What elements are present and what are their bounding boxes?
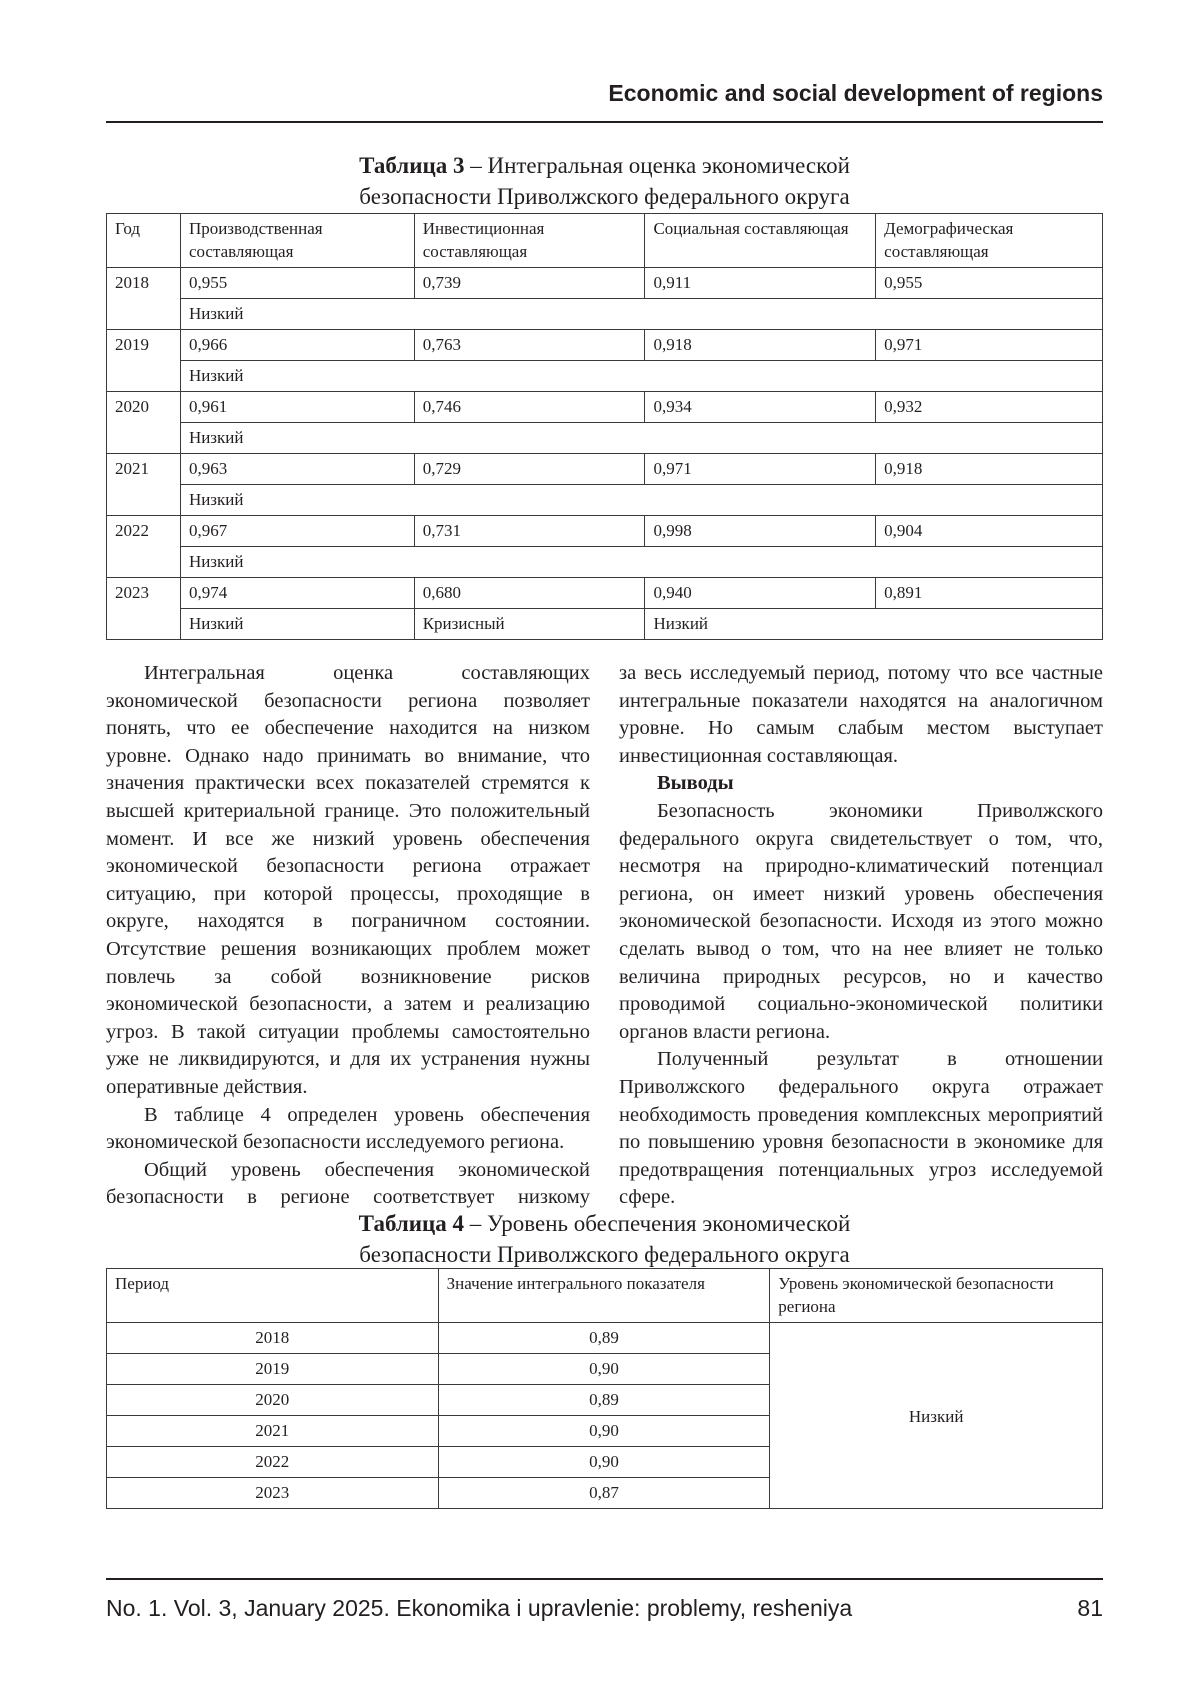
- value-cell: 0,998: [645, 516, 876, 547]
- value-cell: 0,729: [414, 454, 645, 485]
- running-head: Economic and social development of regions: [608, 80, 1103, 106]
- table4-caption-line1: Таблица 4 – Уровень обеспечения экономической: [358, 1211, 851, 1236]
- body-paragraph: Полученный результат в отношении Приволжского федерального округа отражает необходимость проведения комплексных мероприятий по повышению уровня безопасности в экономике для предотвращения потенциальных угроз исследуемой сфере.: [619, 1048, 1103, 1209]
- value-cell: 0,731: [414, 516, 645, 547]
- table-row-level: [107, 299, 1103, 330]
- table-row: [107, 330, 1103, 361]
- page-number: 81: [1077, 1595, 1103, 1621]
- table3-caption-line2: безопасности Приволжского федерального округа: [359, 184, 850, 209]
- table-row: [107, 454, 1103, 485]
- value-cell: 0,746: [414, 392, 645, 423]
- table4-caption-label: Таблица 4: [358, 1211, 465, 1236]
- table4-caption-line2: безопасности Приволжского федерального округа: [359, 1242, 850, 1267]
- value-cell: 0,904: [876, 516, 1103, 547]
- table3-header-year: Год: [107, 214, 181, 268]
- value-cell: 0,932: [876, 392, 1103, 423]
- period-cell: 2019: [107, 1354, 439, 1385]
- table3: [106, 213, 1103, 640]
- level-cell: Низкий: [180, 423, 1102, 454]
- header-rule: [106, 121, 1103, 123]
- level-cell: Низкий: [180, 547, 1102, 578]
- value-cell: 0,763: [414, 330, 645, 361]
- table3-header-production: Производственная составляющая: [180, 214, 414, 268]
- table-row-level: [107, 547, 1103, 578]
- table-row: [107, 1323, 1103, 1354]
- table3-caption-line1: Таблица 3 – Интегральная оценка экономической: [359, 153, 850, 178]
- section-heading-conclusions: Выводы: [657, 772, 734, 795]
- year-cell: 2018: [107, 268, 181, 330]
- year-cell: 2020: [107, 392, 181, 454]
- level-cell: Низкий: [770, 1323, 1103, 1509]
- level-cell: Низкий: [180, 361, 1102, 392]
- value-cell: 0,918: [645, 330, 876, 361]
- body-paragraph: Интегральная оценка составляющих экономической безопасности региона позволяет понять, что ее обеспечение находится на низком уровне. Однако надо принимать во внимание, что значения практически всех показателей стремятся к высшей критериальной границе. Это положительный момент. И все же низкий уровень обеспечения экономической безопасности региона отражает ситуацию, при которой процессы, проходящие в округе, находятся в пограничном состоянии. Отсутствие решения возникающих проблем может повлечь за собой возникновение рисков экономической безопасности, а затем и реализацию угроз. В такой ситуации проблемы самостоятельно уже не ликвидируются, и для их устранения нужны оперативные действия.: [106, 662, 590, 1098]
- value-cell: 0,955: [180, 268, 414, 299]
- table-row: [107, 516, 1103, 547]
- table3-header-social: Социальная составляющая: [645, 214, 876, 268]
- value-cell: 0,911: [645, 268, 876, 299]
- table4-header-level: Уровень экономической безопасности региона: [770, 1269, 1103, 1323]
- table4: [106, 1268, 1103, 1509]
- table-row: [107, 392, 1103, 423]
- year-cell: 2023: [107, 578, 181, 640]
- period-cell: 2020: [107, 1385, 439, 1416]
- table-row: [107, 578, 1103, 609]
- table4-header-row: [107, 1269, 1103, 1323]
- level-cell: Кризисный: [414, 609, 645, 640]
- year-cell: 2021: [107, 454, 181, 516]
- body-paragraph: Общий уровень обеспечения экономической безопасности в регионе соответствует низкому: [106, 1158, 590, 1209]
- table3-caption: [106, 150, 1103, 212]
- value-cell: 0,971: [876, 330, 1103, 361]
- table3-header-investment: Инвестиционная составляющая: [414, 214, 645, 268]
- value-cell: 0,90: [438, 1354, 770, 1385]
- table3-header-row: [107, 214, 1103, 268]
- table-row-level: [107, 485, 1103, 516]
- value-cell: 0,89: [438, 1323, 770, 1354]
- period-cell: 2022: [107, 1447, 439, 1478]
- body-paragraph: В таблице 4 определен уровень обеспечения экономической безопасности исследуемого региона.: [106, 1103, 590, 1154]
- table-row-level: [107, 609, 1103, 640]
- value-cell: 0,891: [876, 578, 1103, 609]
- year-cell: 2019: [107, 330, 181, 392]
- table4-header-period: Период: [107, 1269, 439, 1323]
- table4-caption: [106, 1208, 1103, 1270]
- value-cell: 0,971: [645, 454, 876, 485]
- period-cell: 2018: [107, 1323, 439, 1354]
- value-cell: 0,974: [180, 578, 414, 609]
- value-cell: 0,680: [414, 578, 645, 609]
- level-cell: Низкий: [180, 485, 1102, 516]
- period-cell: 2021: [107, 1416, 439, 1447]
- value-cell: 0,955: [876, 268, 1103, 299]
- table3-caption-label: Таблица 3: [359, 153, 465, 178]
- period-cell: 2023: [107, 1478, 439, 1509]
- table-row-level: [107, 423, 1103, 454]
- body-column-left: [106, 660, 590, 1212]
- table-row: [107, 268, 1103, 299]
- value-cell: 0,90: [438, 1447, 770, 1478]
- footer-rule: [106, 1578, 1103, 1580]
- value-cell: 0,87: [438, 1478, 770, 1509]
- level-cell: Низкий: [180, 299, 1102, 330]
- value-cell: 0,918: [876, 454, 1103, 485]
- level-cell: Низкий: [645, 609, 1103, 640]
- value-cell: 0,90: [438, 1416, 770, 1447]
- value-cell: 0,940: [645, 578, 876, 609]
- value-cell: 0,963: [180, 454, 414, 485]
- value-cell: 0,966: [180, 330, 414, 361]
- value-cell: 0,739: [414, 268, 645, 299]
- level-cell: Низкий: [180, 609, 414, 640]
- table4-header-value: Значение интегрального показателя: [438, 1269, 770, 1323]
- table-row-level: [107, 361, 1103, 392]
- body-column-right: [619, 660, 1103, 1212]
- value-cell: 0,89: [438, 1385, 770, 1416]
- table3-header-demographic: Демографическая составляющая: [876, 214, 1103, 268]
- value-cell: 0,961: [180, 392, 414, 423]
- body-paragraph: Безопасность экономики Приволжского федерального округа свидетельствует о том, что, несмотря на природно-климатический потенциал региона, он имеет низкий уровень обеспечения экономической безопасности. Исходя из этого можно сделать вывод о том, что на нее влияет не только величина природных ресурсов, но и качество проводимой социально-экономической политики органов власти региона.: [619, 799, 1103, 1043]
- body-paragraph-continuation: за весь исследуемый период, потому что все частные интегральные показатели находятся на аналогичном уровне. Но самым слабым местом выступает инвестиционная составляющая.: [619, 662, 1103, 767]
- value-cell: 0,934: [645, 392, 876, 423]
- year-cell: 2022: [107, 516, 181, 578]
- value-cell: 0,967: [180, 516, 414, 547]
- journal-footer: No. 1. Vol. 3, January 2025. Ekonomika i upravlenie: problemy, resheniya: [106, 1595, 853, 1621]
